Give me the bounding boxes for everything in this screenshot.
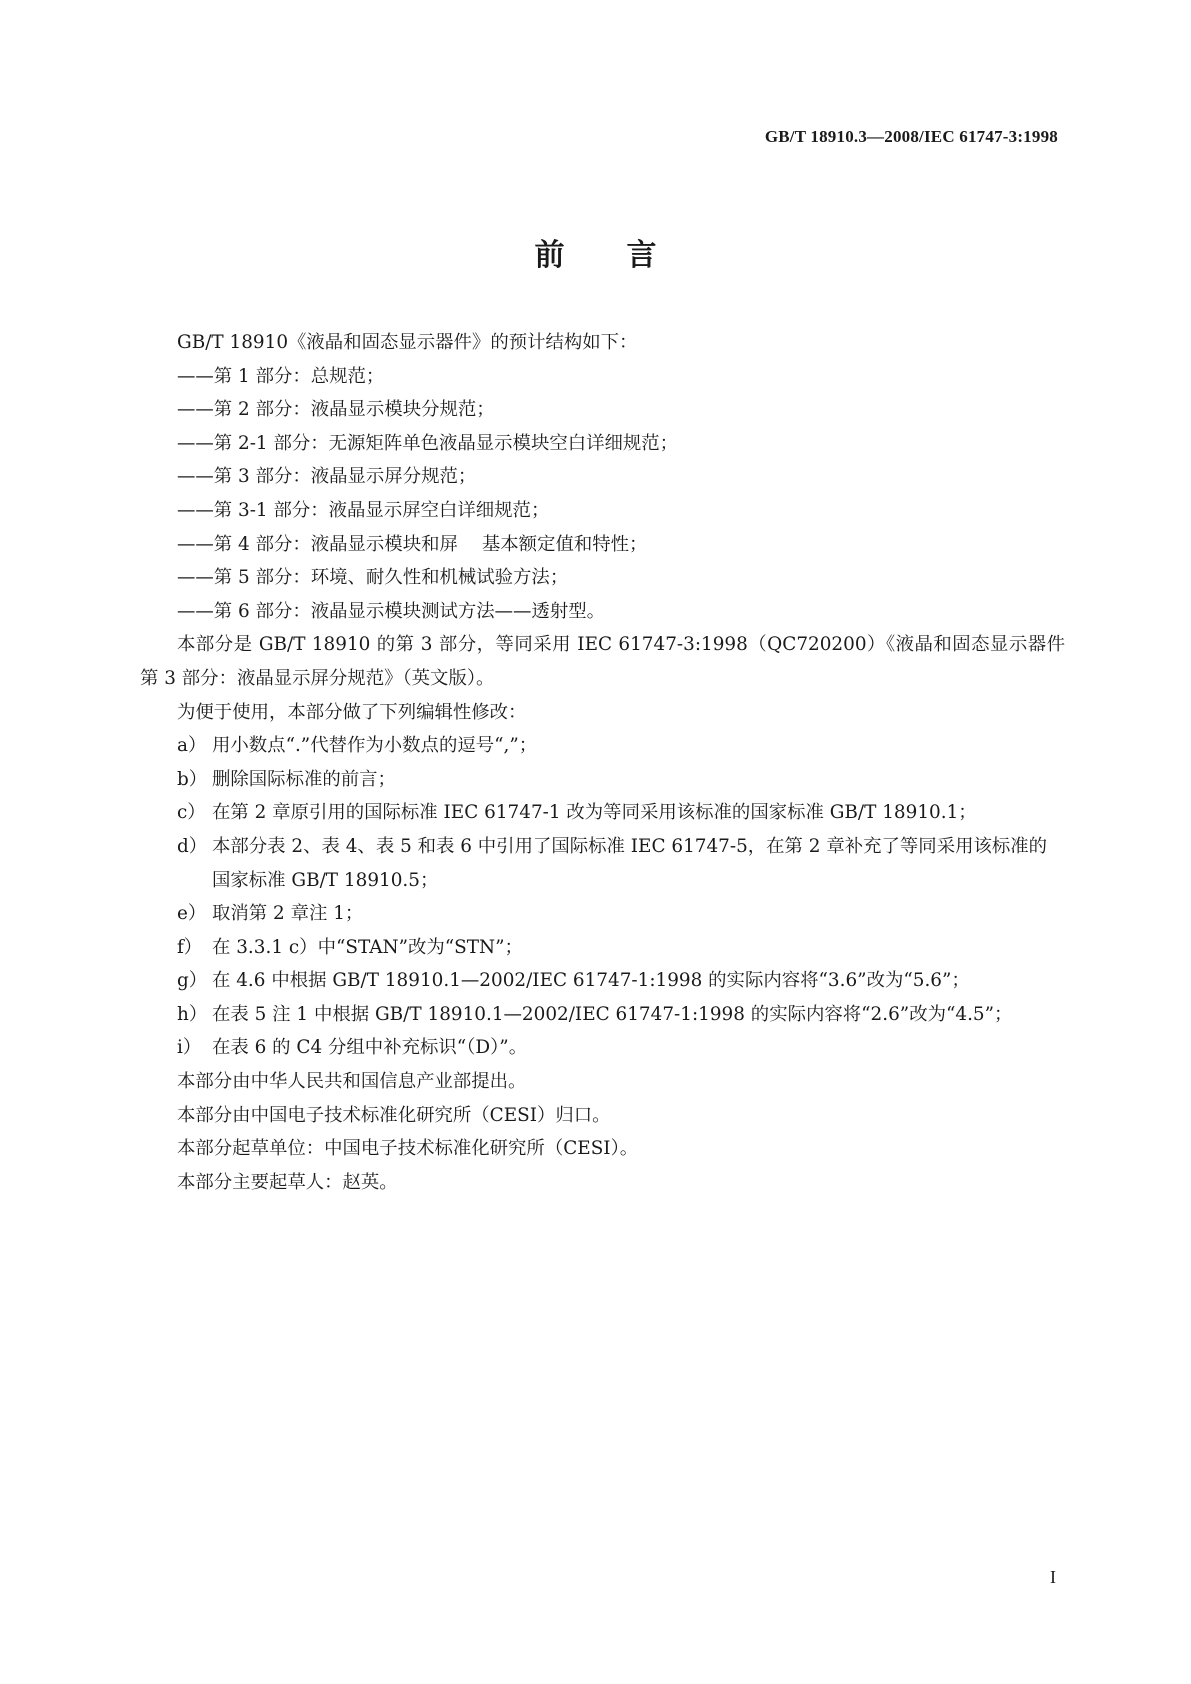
part-list-item: ——第 3-1 部分：液晶显示屏空白详细规范； [177,499,550,521]
intro-paragraph: GB/T 18910《液晶和固态显示器件》的预计结构如下： [177,332,638,353]
part-list-item: ——第 3 部分：液晶显示屏分规范； [177,466,477,488]
edit-text: 取消第 2 章注 1； [212,903,364,925]
page-number: I [1050,1567,1056,1587]
part-list-item: ——第 6 部分：液晶显示模块测试方法——透射型。 [177,600,605,622]
edit-label: g） [177,970,208,992]
edit-item-c [140,796,1065,830]
edit-item-g [140,964,1065,998]
title-char-1: 前 [534,238,565,273]
page-title [0,230,1191,274]
part-4-head: ——第 4 部分：液晶显示模块和屏 [177,533,458,555]
centralized-unit-statement: 本部分由中国电子技术标准化研究所（CESI）归口。 [177,1104,611,1126]
part-list-item: ——第 2-1 部分：无源矩阵单色液晶显示模块空白详细规范； [177,432,679,454]
part-list-item: ——第 1 部分：总规范； [177,365,385,387]
part-4-tail: 基本额定值和特性； [481,533,648,555]
drafter-statement: 本部分主要起草人：赵英。 [177,1171,398,1193]
edit-label: e） [177,903,207,925]
edit-label: i） [177,1037,202,1059]
edit-text: 在 3.3.1 c）中“STAN”改为“STN”； [212,936,523,958]
part-list-item: ——第 5 部分：环境、耐久性和机械试验方法； [177,567,569,589]
title-char-2: 言 [626,238,657,273]
edit-label: d） [177,835,208,857]
edit-item-b [140,763,1065,797]
edit-label: a） [177,735,207,757]
edit-item-i [140,1031,1065,1065]
edit-item-f [140,931,1065,965]
part-list-item: ——第 2 部分：液晶显示模块分规范； [177,399,495,421]
edit-label: c） [177,802,206,824]
edit-text: 用小数点“.”代替作为小数点的逗号“,”； [212,735,538,757]
edit-label: f） [177,936,203,958]
edit-item-h [140,998,1065,1032]
edit-text: 删除国际标准的前言； [212,768,396,790]
part-list-item-4 [140,528,1065,562]
edit-label: b） [177,768,208,790]
adoption-paragraph: 本部分是 GB/T 18910 的第 3 部分，等同采用 IEC 61747-3:1998（QC720200）《液晶和固态显示器件 第 3 部分：液晶显示屏分规范》（英文版）。 [140,634,1084,689]
edit-intro: 为便于使用，本部分做了下列编辑性修改： [177,701,527,723]
edit-text: 在表 6 的 C4 分组中补充标识“（D）”。 [212,1037,528,1059]
edit-text: 在 4.6 中根据 GB/T 18910.1—2002/IEC 61747-1:1998 的实际内容将“3.6”改为“5.6”； [212,970,970,992]
edit-text: 在表 5 注 1 中根据 GB/T 18910.1—2002/IEC 61747-1:1998 的实际内容将“2.6”改为“4.5”； [212,1003,1013,1025]
drafting-unit-statement: 本部分起草单位：中国电子技术标准化研究所（CESI）。 [177,1138,639,1160]
edit-text: 在第 2 章原引用的国际标准 IEC 61747-1 改为等同采用该标准的国家标准 GB/T 18910.1； [212,802,977,824]
foreword-body [140,326,1084,1199]
edit-label: h） [177,1003,208,1025]
edit-item-a [140,729,1065,763]
edit-item-d [140,830,1065,897]
document-id-header: GB/T 18910.3—2008/IEC 61747-3:1998 [764,127,1058,146]
edit-item-e [140,897,1065,931]
proposer-statement: 本部分由中华人民共和国信息产业部提出。 [177,1071,527,1093]
edit-text: 本部分表 2、表 4、表 5 和表 6 中引用了国际标准 IEC 61747-5，在第 2 章补充了等同采用该标准的国家标准 GB/T 18910.5； [212,835,1048,891]
